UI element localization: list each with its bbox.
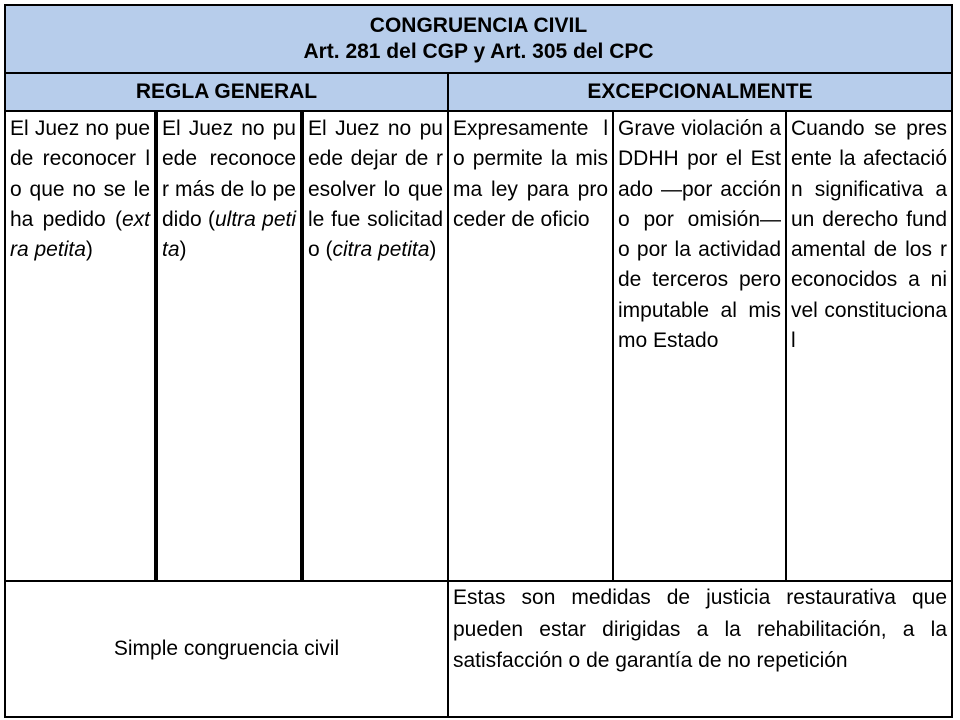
general-rule-1: El Juez no puede reconocer lo que no se le ha pedido (extra petita) — [5, 111, 156, 581]
latin-term: ultra petita — [162, 207, 297, 262]
latin-term: extra petita — [10, 207, 150, 262]
footer-exceptional: Estas son medidas de justicia restaurativa que pueden estar dirigidas a la rehabilitación, a la satisfacción o de garantía de no repetición — [448, 581, 952, 717]
exception-1: Expresamente lo permite la misma ley para proceder de oficio — [448, 111, 613, 581]
general-rule-2: El Juez no puede reconocer más de lo pedido (ultra petita) — [156, 111, 302, 581]
table-title — [5, 5, 952, 73]
title-line-1: CONGRUENCIA CIVIL — [369, 14, 588, 37]
footer-general: Simple congruencia civil — [5, 581, 448, 717]
column-header-exceptional: EXCEPCIONALMENTE — [448, 73, 952, 111]
column-header-general: REGLA GENERAL — [5, 73, 448, 111]
congruencia-table — [4, 4, 953, 718]
title-line-2: Art. 281 del CGP y Art. 305 del CPC — [303, 40, 654, 63]
exception-3: Cuando se presente la afectación significativa a un derecho fundamental de los reconocidos a nivel constitucional — [786, 111, 952, 581]
latin-term: citra petita — [332, 238, 430, 262]
general-rule-3: El Juez no puede dejar de resolver lo que le fue solicitado (citra petita) — [302, 111, 448, 581]
exception-2: Grave violación a DDHH por el Estado —por acción o por omisión— o por la actividad de terceros pero imputable al mismo Estado — [613, 111, 786, 581]
